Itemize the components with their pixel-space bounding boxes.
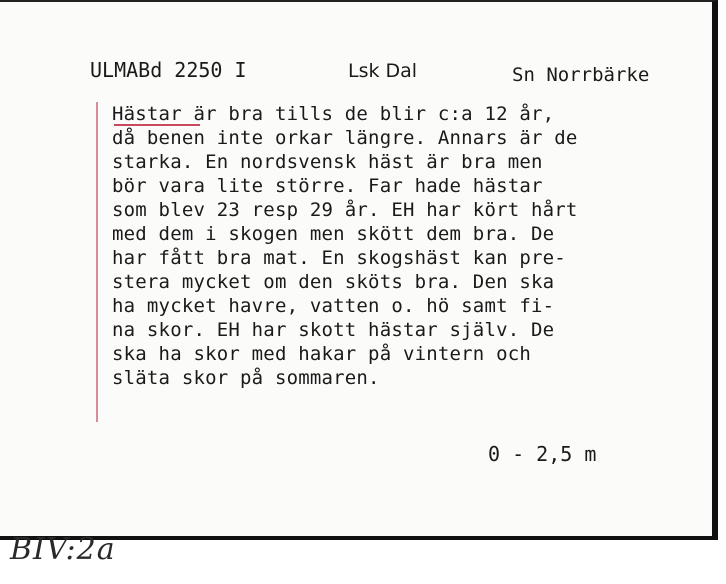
- card-body-text: [112, 102, 692, 390]
- text-line: med dem i skogen men skött dem bra. De: [112, 223, 555, 245]
- text-line: stera mycket om den sköts bra. Den ska: [112, 271, 555, 293]
- text-line: na skor. EH har skott hästar själv. De: [112, 319, 555, 341]
- text-line: släta skor på sommaren.: [112, 367, 380, 389]
- text-line: Hästar är bra tills de blir c:a 12 år,: [112, 103, 555, 125]
- text-line: starka. En nordsvensk häst är bra men: [112, 151, 543, 173]
- text-line: har fått bra mat. En skogshäst kan pre-: [112, 247, 566, 269]
- margin-line: [96, 102, 98, 422]
- archive-reference: ULMABd 2250 I: [90, 58, 247, 82]
- text-line: då benen inte orkar längre. Annars är de: [112, 127, 578, 149]
- district-label: Lsk Dal: [348, 60, 418, 82]
- handwritten-note: BIV:2a: [10, 532, 116, 567]
- depth-measure: 0 - 2,5 m: [488, 442, 597, 466]
- text-line: ha mycket havre, vatten o. hö samt fi-: [112, 295, 555, 317]
- text-line: som blev 23 resp 29 år. EH har kört hårt: [112, 199, 578, 221]
- card-header: [90, 58, 690, 88]
- text-line: bör vara lite större. Far hade hästar: [112, 175, 543, 197]
- parish-label: Sn Norrbärke: [512, 64, 650, 86]
- text-line: ska ha skor med hakar på vintern och: [112, 343, 532, 365]
